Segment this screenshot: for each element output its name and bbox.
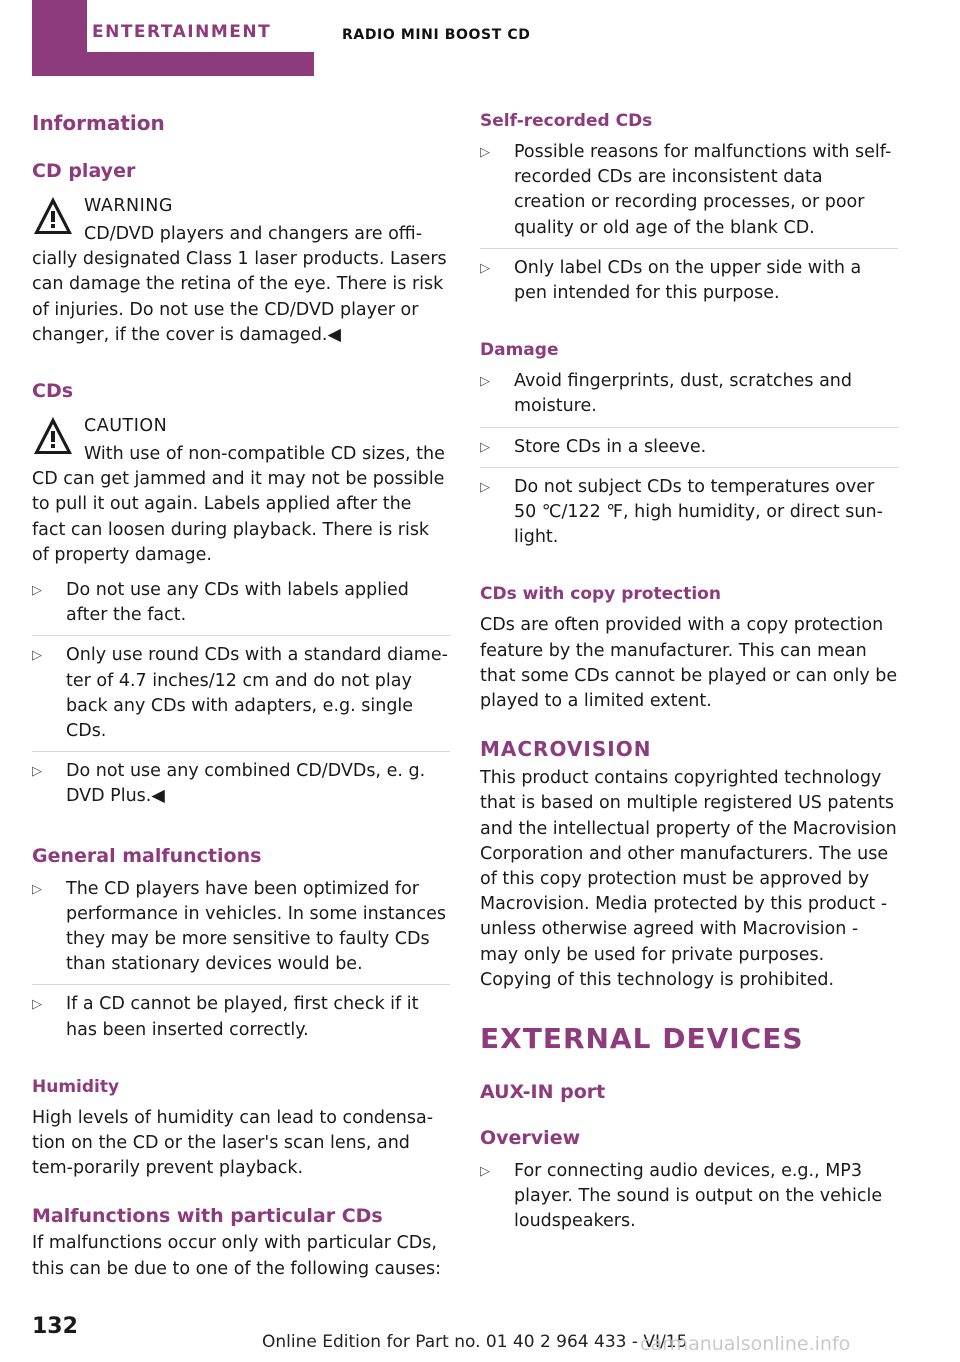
list-item: [480, 435, 898, 468]
bullet-triangle-icon: ▷: [480, 1164, 490, 1180]
damage-list: [480, 369, 898, 557]
copy-protection-text: CDs are often provided with a copy protection feature by the manufacturer. This can mean that some CDs cannot be played or can only be played to a limited extent.: [480, 615, 898, 712]
self-recorded-list: [480, 140, 898, 313]
heading-macrovision: MACROVISION: [480, 737, 652, 762]
list-item: [32, 759, 450, 816]
list-item: [32, 643, 450, 752]
list-item: [32, 992, 450, 1049]
chapter-title: ENTERTAINMENT: [92, 22, 272, 42]
heading-damage: Damage: [480, 340, 559, 361]
heading-overview: Overview: [480, 1127, 581, 1150]
left-column: [32, 108, 450, 1282]
bullet-triangle-icon: ▷: [480, 145, 490, 160]
section-title: RADIO MINI BOOST CD: [342, 27, 531, 43]
list-item: [32, 578, 450, 636]
list-item-text: Do not subject CDs to temperatures over 50 ℃/122 ℉, high humidity, or direct sun‐light.: [514, 476, 883, 548]
list-item-text: Store CDs in a sleeve.: [514, 436, 707, 457]
humidity-text: High levels of humidity can lead to condensa‐tion on the CD or the laser's scan lens, and tem‐porarily prevent playback.: [32, 1107, 434, 1179]
list-item-text: Avoid fingerprints, dust, scratches and moisture.: [514, 371, 852, 417]
bullet-triangle-icon: ▷: [480, 260, 490, 276]
caution-triangle-icon: [32, 414, 74, 458]
particular-text: If malfunctions occur only with particular CDs, this can be due to one of the following causes:: [32, 1233, 442, 1279]
heading-information: Information: [32, 111, 165, 135]
overview-list: [480, 1159, 898, 1242]
cds-list: [32, 578, 450, 817]
warning-triangle-icon: [32, 194, 74, 238]
list-item-text: Possible reasons for malfunctions with self-recorded CDs are inconsistent data creation or recording processes, or poor quality or old age of the blank CD.: [514, 142, 892, 238]
general-list: [32, 877, 450, 1050]
warning-notice: [32, 190, 450, 348]
list-item: [480, 475, 898, 558]
bullet-triangle-icon: ▷: [32, 648, 42, 664]
warning-text: CD/DVD players and changers are offi‐cially designated Class 1 laser products. Lasers can damage the retina of the eye. There is risk of injuries. Do not use the CD/DVD player or changer, if the cover is damaged.◀: [32, 224, 447, 345]
heading-particular-cds: Malfunctions with particular CDs: [32, 1205, 383, 1228]
watermark: carmanualsonline.info: [640, 1333, 851, 1355]
heading-humidity: Humidity: [32, 1076, 120, 1097]
heading-aux-in: AUX-IN port: [480, 1081, 606, 1104]
warning-label: WARNING: [84, 196, 173, 216]
right-column: [480, 108, 898, 1266]
heading-self-recorded: Self-recorded CDs: [480, 111, 653, 131]
list-item: [480, 256, 898, 313]
heading-cd-player: CD player: [32, 160, 136, 182]
list-item-text: Do not use any combined CD/DVDs, e. g. DVD Plus.◀: [66, 761, 426, 807]
list-item: [32, 877, 450, 986]
list-item-text: The CD players have been optimized for performance in vehicles. In some instances they may be more sensitive to faulty CDs than stationary devices would be.: [66, 878, 446, 975]
bullet-triangle-icon: ▷: [480, 439, 490, 455]
list-item-text: For connecting audio devices, e.g., MP3 player. The sound is output on the vehicle loudspeakers.: [514, 1161, 883, 1232]
list-item: [480, 140, 898, 249]
list-item-text: Only label CDs on the upper side with a pen intended for this purpose.: [514, 257, 862, 304]
bullet-triangle-icon: ▷: [32, 997, 42, 1013]
heading-cds: CDs: [32, 380, 74, 403]
bullet-triangle-icon: ▷: [32, 583, 42, 599]
macrovision-text: This product contains copyrighted technology that is based on multiple registered US patents and the intellectual property of the Macrovision Corporation and other manufacturers. The use of this copy protection must be approved by Macrovision. Media protected by this product - unless otherwise agreed with Macrovision - may only be used for private purposes. Copying of this technology is prohibited.: [480, 768, 897, 990]
bullet-triangle-icon: ▷: [480, 479, 490, 495]
list-item: [480, 369, 898, 427]
list-item-text: Only use round CDs with a standard diame‐ter of 4.7 inches/12 cm and do not play back any CDs with adapters, e.g. single CDs.: [66, 645, 448, 742]
bullet-triangle-icon: ▷: [32, 764, 42, 780]
bullet-triangle-icon: ▷: [480, 374, 490, 390]
caution-text: With use of non-compatible CD sizes, the CD can get jammed and it may not be possible to pull it out again. Labels applied after the fact can loosen during playback. There is risk of property damage.: [32, 444, 445, 565]
caution-notice: [32, 410, 450, 568]
list-item-text: If a CD cannot be played, first check if it has been inserted correctly.: [66, 994, 419, 1040]
bullet-triangle-icon: ▷: [32, 881, 42, 897]
page-number: 132: [32, 1314, 78, 1339]
caution-label: CAUTION: [84, 416, 168, 437]
list-item-text: Do not use any CDs with labels applied after the fact.: [66, 580, 409, 626]
heading-copy-protection: CDs with copy protection: [480, 584, 721, 605]
heading-external-devices: EXTERNAL DEVICES: [480, 1022, 804, 1056]
edition-footer: Online Edition for Part no. 01 40 2 964 433 - VI/15: [262, 1332, 688, 1352]
list-item: [480, 1159, 898, 1242]
heading-general-malfunctions: General malfunctions: [32, 844, 262, 867]
